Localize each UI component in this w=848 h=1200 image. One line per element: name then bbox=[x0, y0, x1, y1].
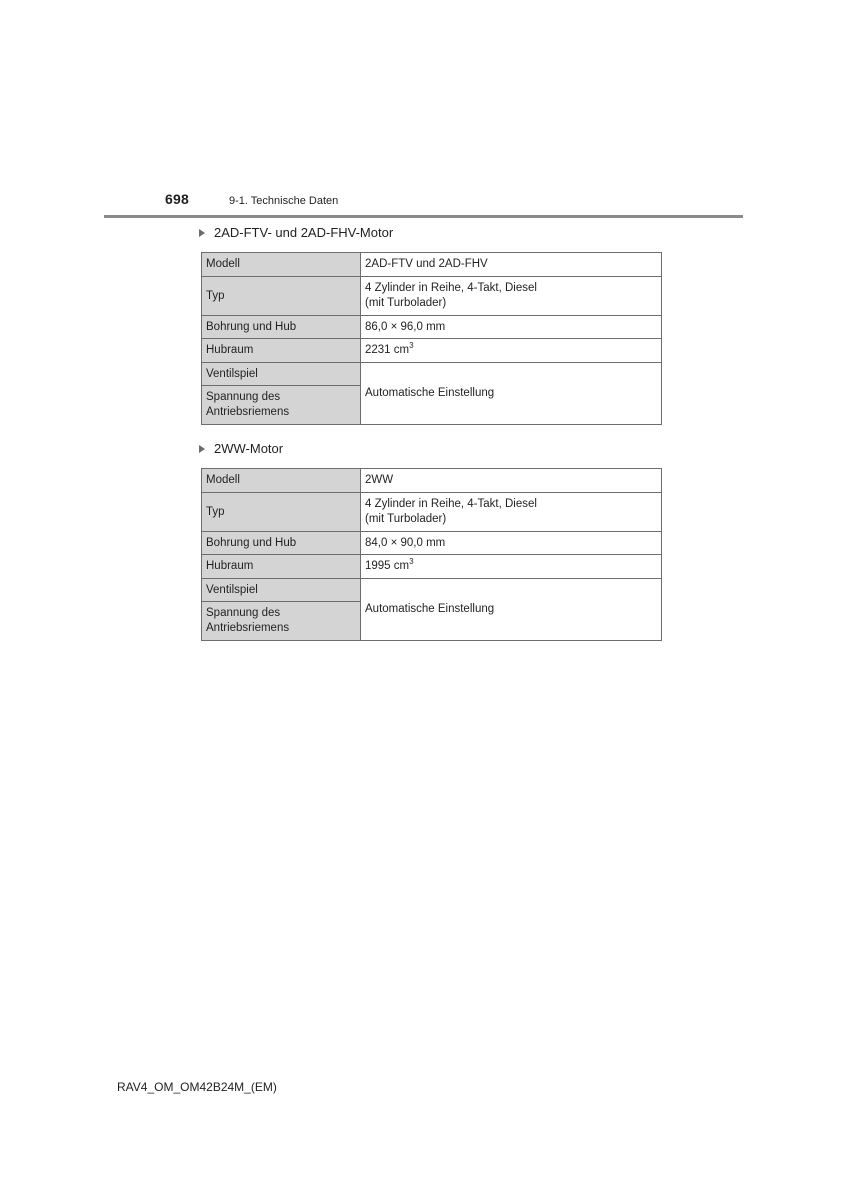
row-label: Hubraum bbox=[202, 555, 361, 579]
table-row bbox=[202, 316, 662, 339]
table-row bbox=[202, 339, 662, 363]
row-label: Modell bbox=[202, 253, 361, 277]
row-label bbox=[202, 602, 361, 641]
section-title: 9-1. Technische Daten bbox=[229, 195, 339, 207]
table-row bbox=[202, 277, 662, 316]
merged-value: Automatische Einstellung bbox=[361, 579, 662, 641]
value-text: 1995 cm bbox=[365, 560, 410, 572]
spec-table bbox=[201, 252, 662, 425]
section-heading-text: 2WW-Motor bbox=[214, 441, 284, 456]
section-heading-text: 2AD-FTV- und 2AD-FHV-Motor bbox=[214, 225, 394, 240]
label-line: Spannung des bbox=[206, 607, 281, 619]
row-value: 2WW bbox=[361, 469, 662, 493]
page-number: 698 bbox=[165, 191, 189, 207]
section-heading bbox=[199, 441, 283, 456]
row-value: 2AD-FTV und 2AD-FHV bbox=[361, 253, 662, 277]
label-line: Antriebsriemens bbox=[206, 622, 290, 634]
table-row bbox=[202, 363, 662, 386]
row-value bbox=[361, 493, 662, 532]
row-value: 86,0 × 96,0 mm bbox=[361, 316, 662, 339]
row-label: Bohrung und Hub bbox=[202, 532, 361, 555]
table-row bbox=[202, 253, 662, 277]
section-heading bbox=[199, 225, 393, 240]
row-value bbox=[361, 339, 662, 363]
value-line: (mit Turbolader) bbox=[365, 297, 447, 309]
table-row bbox=[202, 555, 662, 579]
value-line: 4 Zylinder in Reihe, 4-Takt, Diesel bbox=[365, 282, 537, 294]
footer-doc-code: RAV4_OM_OM42B24M_(EM) bbox=[117, 1080, 277, 1094]
triangle-bullet-icon bbox=[199, 229, 205, 237]
value-line: 4 Zylinder in Reihe, 4-Takt, Diesel bbox=[365, 498, 537, 510]
row-value bbox=[361, 555, 662, 579]
value-text: 2231 cm bbox=[365, 344, 410, 356]
spec-table bbox=[201, 468, 662, 641]
value-line: (mit Turbolader) bbox=[365, 513, 447, 525]
superscript: 3 bbox=[409, 341, 414, 351]
table-row bbox=[202, 532, 662, 555]
table-row bbox=[202, 469, 662, 493]
header-rule bbox=[104, 215, 743, 218]
row-label: Typ bbox=[202, 277, 361, 316]
row-label: Hubraum bbox=[202, 339, 361, 363]
row-value bbox=[361, 277, 662, 316]
row-label: Typ bbox=[202, 493, 361, 532]
row-label: Bohrung und Hub bbox=[202, 316, 361, 339]
label-line: Antriebsriemens bbox=[206, 406, 290, 418]
superscript: 3 bbox=[409, 557, 414, 567]
row-label: Modell bbox=[202, 469, 361, 493]
table-row bbox=[202, 493, 662, 532]
merged-value: Automatische Einstellung bbox=[361, 363, 662, 425]
label-line: Spannung des bbox=[206, 391, 281, 403]
triangle-bullet-icon bbox=[199, 445, 205, 453]
row-label: Ventilspiel bbox=[202, 579, 361, 602]
row-label: Ventilspiel bbox=[202, 363, 361, 386]
table-row bbox=[202, 579, 662, 602]
row-label bbox=[202, 386, 361, 425]
row-value: 84,0 × 90,0 mm bbox=[361, 532, 662, 555]
